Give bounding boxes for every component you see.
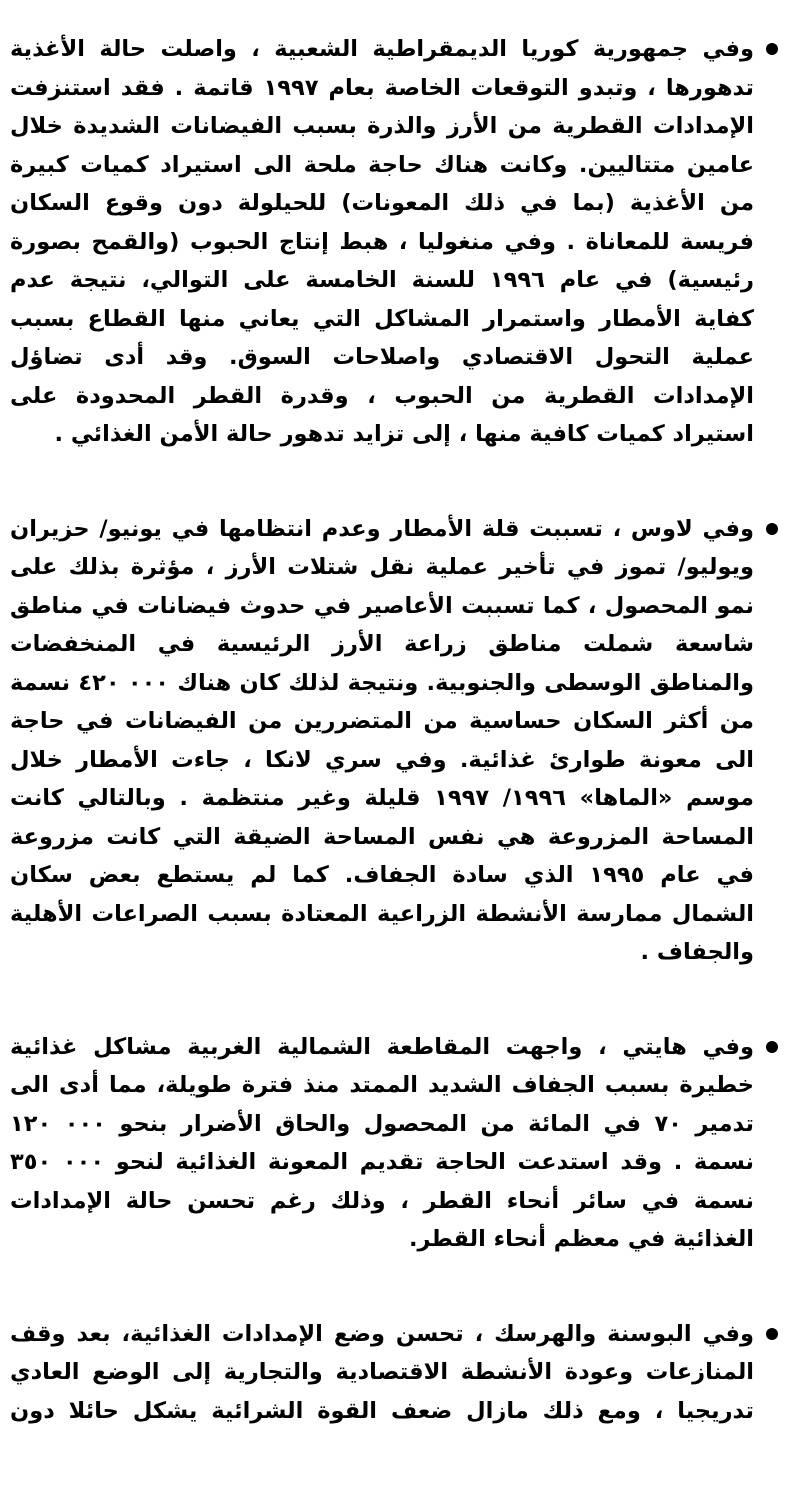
paragraph-text: وفي البوسنة والهرسك ، تحسن وضع الإمدادات الغذائية، بعد وقف المنازعات وعودة الأنشطة الاقتصادية والتجارية إلى الوضع العادي تدريجيا ، ومع ذلك مازال ضعف القوة الشرائية يشكل حائلا دون xyxy=(10,1320,754,1424)
paragraph-text: وفي جمهورية كوريا الديمقراطية الشعبية ، واصلت حالة الأغذية تدهورها ، وتبدو التوقعات الخاصة بعام ١٩٩٧ قاتمة . فقد استنزفت الإمدادات القطرية من الأرز والذرة بسبب الفيضانات الشديدة خلال عامين متتاليين. وكانت هناك حاجة ملحة الى استيراد كميات كبيرة من الأغذية (بما في ذلك المعونات) للحيلولة دون وقوع السكان فريسة للمعاناة . وفي منغوليا ، هبط إنتاج الحبوب (والقمح بصورة رئيسية) في عام ١٩٩٦ للسنة الخامسة على التوالي، نتيجة عدم كفاية الأمطار واستمرار المشاكل التي يعاني منها القطاع بسبب عملية التحول الاقتصادي واصلاحات السوق. وقد أدى تضاؤل الإمدادات القطرية من الحبوب ، وقدرة القطر المحدودة على استيراد كميات كافية منها ، إلى تزايد تدهور حالة الأمن الغذائي . xyxy=(10,36,755,447)
bullet-icon xyxy=(766,523,778,535)
paragraph-text: وفي لاوس ، تسببت قلة الأمطار وعدم انتظامها في يونيو/ حزيران ويوليو/ تموز في تأخير عملية نقل شتلات الأرز ، مؤثرة بذلك على نمو المحصول ، كما تسببت الأعاصير في حدوث فيضانات في مناطق شاسعة شملت مناطق زراعة الأرز الرئيسية في المنخفضات والمناطق الوسطى والجنوبية. ونتيجة لذلك كان هناك ٠٠٠ ٤٢٠ نسمة من أكثر السكان حساسية من المتضررين من الفيضانات في حاجة الى معونة طوارئ غذائية. وفي سري لانكا ، جاءت الأمطار خلال موسم «الماها» ١٩٩٦/ ١٩٩٧ قليلة وغير منتظمة . وبالتالي كانت المساحة المزروعة هي نفس المساحة الضيقة التي كانت مزروعة في عام ١٩٩٥ الذي سادة الجفاف. كما لم يستطع بعض سكان الشمال ممارسة الأنشطة الزراعية المعتادة بسبب الصراعات الأهلية والجفاف . xyxy=(10,515,754,965)
paragraph-haiti xyxy=(10,1028,792,1259)
paragraph-text: وفي هايتي ، واجهت المقاطعة الشمالية الغربية مشاكل غذائية خطيرة بسبب الجفاف الشديد الممتد منذ فترة طويلة، مما أدى الى تدمير ٧٠ في المائة من المحصول والحاق الأضرار بنحو ٠٠٠ ١٢٠ نسمة . وقد استدعت الحاجة تقديم المعونة الغذائية لنحو ٠٠٠ ٣٥٠ نسمة في سائر أنحاء القطر ، وذلك رغم تحسن حالة الإمدادات الغذائية في معظم أنحاء القطر. xyxy=(10,1033,754,1252)
bullet-icon xyxy=(766,1041,778,1053)
bullet-icon xyxy=(766,43,778,55)
paragraph-laos-srilanka xyxy=(10,510,792,972)
paragraph-bosnia xyxy=(10,1315,792,1431)
paragraph-dprk-mongolia xyxy=(10,30,792,454)
bullet-icon xyxy=(766,1328,778,1340)
